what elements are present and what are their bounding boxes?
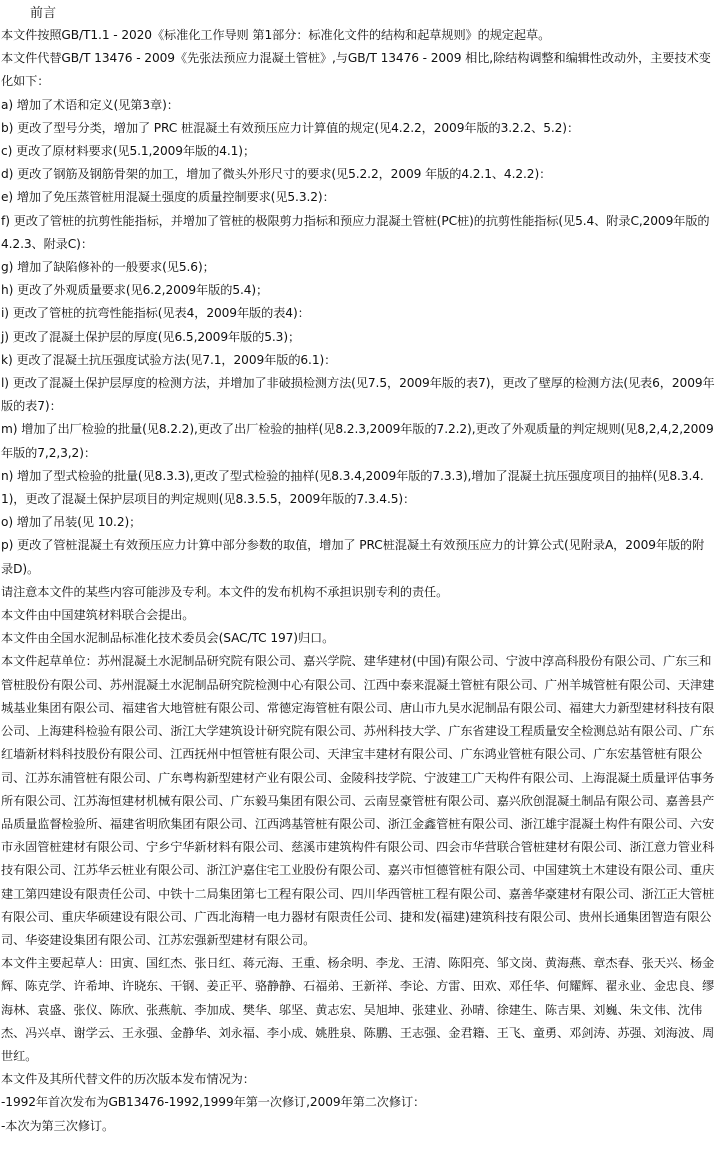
committee-statement: 本文件由全国水泥制品标准化技术委员会(SAC/TC 197)归口。 bbox=[1, 631, 335, 646]
technical-changes-list bbox=[1, 94, 716, 581]
history-item-current: -本次为第三次修订。 bbox=[1, 1118, 115, 1133]
change-item-n: n) 增加了型式检验的批量(见8.3.3),更改了型式检验的抽样(见8.3.4,2009年版的7.3.3),增加了混凝土抗压强度项目的抽样(见8.3.4.1)，更改了混凝土保护层项目的判定规则(见8.3.5.5，2009年版的7.3.4.5)： bbox=[1, 468, 704, 507]
proposer-statement: 本文件由中国建筑材料联合会提出。 bbox=[1, 608, 195, 623]
drafting-units-paragraph: 本文件起草单位：苏州混凝土水泥制品研究院有限公司、嘉兴学院、建华建材(中国)有限公司、宁波中淳高科股份有限公司、广东三和管桩股份有限公司、苏州混凝土水泥制品研究院检测中心有限公司、江西中泰来混凝土管桩有限公司、广州羊城管桩有限公司、天津建城基业集团有限公司、福建省大地管桩有限公司、常德定海管桩有限公司、唐山市九昊水泥制品有限公司、福建大力新型建材科技有限公司、上海建科检验有限公司、浙江大学建筑设计研究院有限公司、苏州科技大学、广东省建设工程质量安全检测总站有限公司、广东红墙新材料科技股份有限公司、江西抚州中恒管桩有限公司、天津宝丰建材有限公司、广东鸿业管桩有限公司、广东宏基管桩有限公司、江苏东浦管桩有限公司、广东粤构新型建材产业有限公司、金陵科技学院、宁波建工广天构件有限公司、上海混凝土质量评估事务所有限公司、江苏海恒建材机械有限公司、广东毅马集团有限公司、云南昱豪管桩有限公司、嘉兴欣创混凝土制品有限公司、嘉善县产品质量监督检验所、福建省明欣集团有限公司、江西鸿基管桩有限公司、浙江金鑫管桩有限公司、浙江雄宇混凝土构件有限公司、六安市永固管桩建材有限公司、宁乡宁华新材料有限公司、慈溪市建筑构件有限公司、四会市华营联合管桩建材有限公司、浙江意力管业科技有限公司、江苏华云桩业有限公司、浙江沪嘉住宅工业股份有限公司、嘉兴市恒德管桩有限公司、中国建筑土木建设有限公司、重庆建工第四建设有限责任公司、中铁十二局集团第七工程有限公司、四川华西管桩工程有限公司、嘉善华豪建材有限公司、浙江正大管桩有限公司、重庆华硕建设有限公司、广西北海精一电力器材有限责任公司、捷和发(福建)建筑科技有限公司、贵州长通集团智造有限公司、华姿建设集团有限公司、江苏宏强新型建材有限公司。 bbox=[1, 654, 715, 947]
change-item-p: p) 更改了管桩混凝土有效预压应力计算中部分参数的取值，增加了 PRC桩混凝土有效预压应力的计算公式(见附录A，2009年版的附录D)。 bbox=[1, 538, 705, 576]
intro-paragraph-basis: 本文件按照GB/T1.1 - 2020《标准化工作导则 第1部分：标准化文件的结构和起草规则》的规定起草。 bbox=[1, 28, 551, 42]
change-item-k: k) 更改了混凝土抗压强度试验方法(见7.1，2009年版的6.1)： bbox=[1, 352, 337, 367]
change-item-e: e) 增加了免压蒸管桩用混凝土强度的质量控制要求(见5.3.2)： bbox=[1, 190, 335, 205]
history-heading: 本文件及其所代替文件的历次版本发布情况为： bbox=[1, 1072, 255, 1087]
drafters-paragraph: 本文件主要起草人：田寅、国红杰、张日红、蒋元海、王重、杨余明、李龙、王清、陈阳亮、邹文岗、黄海燕、章杰春、张天兴、杨金辉、陈克学、许希坤、许晓东、干钢、姜正平、骆静静、石福弟、王新祥、李论、方雷、田欢、邓任华、何耀辉、翟永业、金忠良、缪海林、袁盛、张仪、陈欣、张燕航、李加成、樊华、邬坚、黄志宏、吴旭坤、张建业、孙晴、徐建生、陈吉果、刘巍、朱文伟、沈伟杰、冯兴卓、谢学云、王永强、金静华、刘永福、李小成、姚胜泉、陈鹏、王志强、金君籍、王飞、童勇、邓剑涛、苏强、刘海波、周世红。 bbox=[1, 956, 715, 1063]
change-item-a: a) 增加了术语和定义(见第3章)： bbox=[1, 97, 179, 112]
foreword-heading: 前言 bbox=[30, 6, 57, 21]
history-item-first: -1992年首次发布为GB13476-1992,1999年第一次修订,2009年第二次修订： bbox=[1, 1095, 426, 1110]
change-item-l: l) 更改了混凝土保护层厚度的检测方法，并增加了非破损检测方法(见7.5，2009年版的表7)，更改了壁厚的检测方法(见表6，2009年版的表7)： bbox=[1, 376, 715, 414]
change-item-o: o) 增加了吊装(见 10.2)； bbox=[1, 515, 142, 530]
change-item-h: h) 更改了外观质量要求(见6.2,2009年版的5.4)； bbox=[1, 283, 269, 298]
change-item-m: m) 增加了出厂检验的批量(见8.2.2),更改了出厂检验的抽样(见8.2.3,2009年版的7.2.2),更改了外观质量的判定规则(见8,2,4,2,2009年版的7,2,3,2)： bbox=[1, 422, 714, 460]
change-item-f: f) 更改了管桩的抗剪性能指标，并增加了管桩的极限剪力指标和预应力混凝土管桩(PC桩)的抗剪性能指标(见5.4、附录C,2009年版的4.2.3、附录C)： bbox=[1, 213, 710, 251]
patent-notice: 请注意本文件的某些内容可能涉及专利。本文件的发布机构不承担识别专利的责任。 bbox=[1, 584, 449, 599]
change-item-d: d) 更改了钢筋及钢筋骨架的加工，增加了微头外形尺寸的要求(见5.2.2，2009 年版的4.2.1、4.2.2)： bbox=[1, 167, 552, 182]
change-item-c: c) 更改了原材料要求(见5.1,2009年版的4.1)； bbox=[1, 144, 256, 159]
change-item-i: i) 更改了管桩的抗弯性能指标(见表4，2009年版的表4)： bbox=[1, 306, 310, 321]
change-item-g: g) 增加了缺陷修补的一般要求(见5.6)； bbox=[1, 260, 215, 275]
change-item-b: b) 更改了型号分类，增加了 PRC 桩混凝土有效预压应力计算值的规定(见4.2.2，2009年版的3.2.2、5.2)： bbox=[1, 120, 580, 135]
intro-paragraph-replacement: 本文件代替GB/T 13476 - 2009《先张法预应力混凝土管桩》,与GB/T 13476 - 2009 相比,除结构调整和编辑性改动外，主要技术变化如下： bbox=[1, 51, 711, 89]
change-item-j: j) 更改了混凝土保护层的厚度(见6.5,2009年版的5.3)； bbox=[1, 329, 301, 344]
